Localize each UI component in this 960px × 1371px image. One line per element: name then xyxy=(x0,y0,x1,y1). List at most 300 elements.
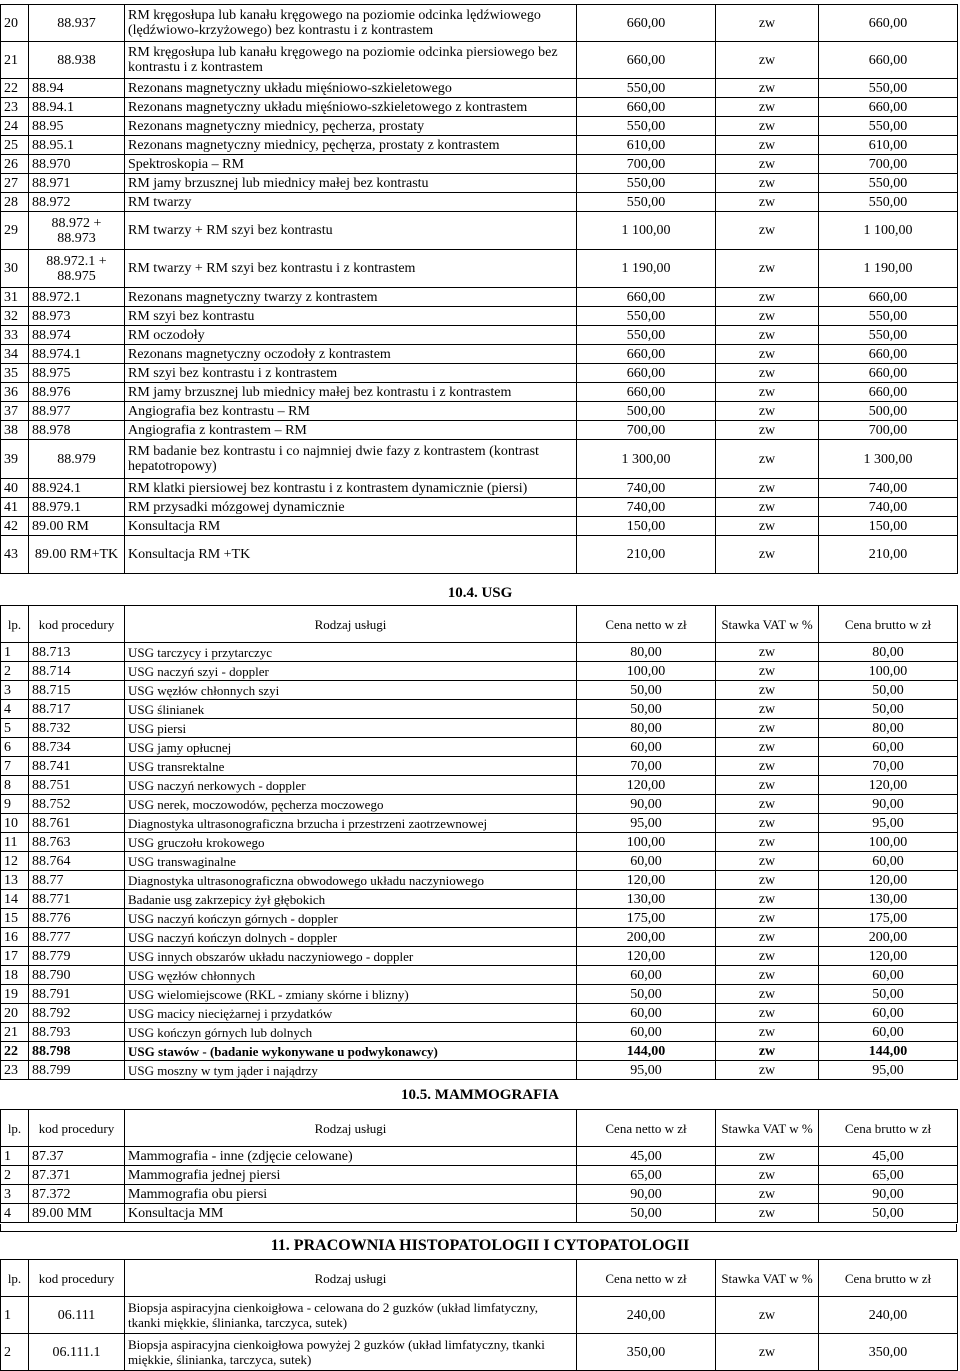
cell-kod: 88.764 xyxy=(29,852,125,871)
header-gross: Cena brutto w zł xyxy=(819,606,958,643)
cell-vat-rate: zw xyxy=(716,928,819,947)
cell-service-name: RM kręgosłupa lub kanału kręgowego na poziomie odcinka piersiowego bez kontrastu i z kontrastem xyxy=(125,42,577,79)
cell-net-price: 550,00 xyxy=(577,326,716,345)
cell-kod: 88.94 xyxy=(29,79,125,98)
table-row xyxy=(1,193,958,212)
table-row xyxy=(1,814,958,833)
cell-gross-price: 200,00 xyxy=(819,928,958,947)
cell-vat-rate: zw xyxy=(716,326,819,345)
table-header-row xyxy=(1,606,958,643)
cell-gross-price: 80,00 xyxy=(819,719,958,738)
cell-net-price: 130,00 xyxy=(577,890,716,909)
table-row xyxy=(1,1042,958,1061)
table-row xyxy=(1,440,958,479)
cell-kod: 88.972 xyxy=(29,193,125,212)
cell-net-price: 1 190,00 xyxy=(577,250,716,288)
cell-lp: 4 xyxy=(1,1204,29,1223)
cell-kod: 88.970 xyxy=(29,155,125,174)
cell-service-name: USG ślinianek xyxy=(125,700,577,719)
cell-service-name: RM przysadki mózgowej dynamicznie xyxy=(125,498,577,517)
cell-vat-rate: zw xyxy=(716,212,819,250)
cell-lp: 27 xyxy=(1,174,29,193)
table-row xyxy=(1,1166,958,1185)
cell-vat-rate: zw xyxy=(716,250,819,288)
cell-gross-price: 550,00 xyxy=(819,117,958,136)
cell-vat-rate: zw xyxy=(716,966,819,985)
table-row xyxy=(1,871,958,890)
cell-net-price: 100,00 xyxy=(577,833,716,852)
cell-vat-rate: zw xyxy=(716,890,819,909)
cell-service-name: RM twarzy + RM szyi bez kontrastu i z kontrastem xyxy=(125,250,577,288)
cell-lp: 2 xyxy=(1,1166,29,1185)
cell-service-name: Rezonans magnetyczny miednicy, pęchęrza, prostaty z kontrastem xyxy=(125,136,577,155)
cell-kod: 88.971 xyxy=(29,174,125,193)
cell-net-price: 50,00 xyxy=(577,681,716,700)
cell-service-name: Konsultacja RM +TK xyxy=(125,536,577,574)
cell-net-price: 150,00 xyxy=(577,517,716,536)
cell-kod: 88.777 xyxy=(29,928,125,947)
cell-service-name: Mammografia obu piersi xyxy=(125,1185,577,1204)
cell-net-price: 210,00 xyxy=(577,536,716,574)
cell-net-price: 144,00 xyxy=(577,1042,716,1061)
cell-lp: 18 xyxy=(1,966,29,985)
cell-kod: 89.00 MM xyxy=(29,1204,125,1223)
cell-gross-price: 120,00 xyxy=(819,871,958,890)
cell-net-price: 80,00 xyxy=(577,719,716,738)
cell-lp: 17 xyxy=(1,947,29,966)
header-net: Cena netto w zł xyxy=(577,606,716,643)
cell-service-name: Badanie usg zakrzepicy żył głębokich xyxy=(125,890,577,909)
table-row xyxy=(1,402,958,421)
table-row xyxy=(1,738,958,757)
cell-net-price: 350,00 xyxy=(577,1334,716,1371)
cell-vat-rate: zw xyxy=(716,833,819,852)
cell-vat-rate: zw xyxy=(716,662,819,681)
cell-kod: 88.717 xyxy=(29,700,125,719)
header-net: Cena netto w zł xyxy=(577,1260,716,1297)
cell-net-price: 50,00 xyxy=(577,985,716,1004)
cell-lp: 36 xyxy=(1,383,29,402)
cell-kod: 88.978 xyxy=(29,421,125,440)
cell-gross-price: 700,00 xyxy=(819,155,958,174)
table-row xyxy=(1,985,958,1004)
cell-gross-price: 175,00 xyxy=(819,909,958,928)
cell-lp: 28 xyxy=(1,193,29,212)
table-row xyxy=(1,345,958,364)
cell-service-name: Rezonans magnetyczny oczodoły z kontrastem xyxy=(125,345,577,364)
cell-kod: 88.924.1 xyxy=(29,479,125,498)
cell-gross-price: 210,00 xyxy=(819,536,958,574)
cell-vat-rate: zw xyxy=(716,155,819,174)
cell-service-name: USG naczyń nerkowych - doppler xyxy=(125,776,577,795)
cell-kod: 87.371 xyxy=(29,1166,125,1185)
cell-vat-rate: zw xyxy=(716,117,819,136)
cell-service-name: Angiografia z kontrastem – RM xyxy=(125,421,577,440)
cell-service-name: USG jamy opłucnej xyxy=(125,738,577,757)
table-row xyxy=(1,757,958,776)
cell-gross-price: 70,00 xyxy=(819,757,958,776)
cell-gross-price: 700,00 xyxy=(819,421,958,440)
table-row xyxy=(1,662,958,681)
table-row xyxy=(1,517,958,536)
table-row xyxy=(1,1334,958,1371)
cell-gross-price: 50,00 xyxy=(819,700,958,719)
cell-service-name: USG naczyń kończyn górnych - doppler xyxy=(125,909,577,928)
cell-gross-price: 660,00 xyxy=(819,345,958,364)
cell-gross-price: 120,00 xyxy=(819,947,958,966)
cell-net-price: 610,00 xyxy=(577,136,716,155)
cell-net-price: 550,00 xyxy=(577,193,716,212)
cell-lp: 24 xyxy=(1,117,29,136)
cell-gross-price: 130,00 xyxy=(819,890,958,909)
cell-vat-rate: zw xyxy=(716,985,819,1004)
cell-gross-price: 660,00 xyxy=(819,288,958,307)
cell-gross-price: 660,00 xyxy=(819,42,958,79)
cell-vat-rate: zw xyxy=(716,79,819,98)
mammo-table xyxy=(0,1109,958,1223)
cell-net-price: 660,00 xyxy=(577,345,716,364)
cell-kod: 88.938 xyxy=(29,42,125,79)
cell-service-name: USG gruczołu krokowego xyxy=(125,833,577,852)
cell-kod: 88.776 xyxy=(29,909,125,928)
cell-lp: 3 xyxy=(1,1185,29,1204)
usg-table-body xyxy=(1,606,958,1080)
cell-gross-price: 50,00 xyxy=(819,681,958,700)
cell-lp: 1 xyxy=(1,1147,29,1166)
cell-kod: 88.791 xyxy=(29,985,125,1004)
cell-net-price: 175,00 xyxy=(577,909,716,928)
cell-net-price: 740,00 xyxy=(577,498,716,517)
cell-service-name: RM twarzy + RM szyi bez kontrastu xyxy=(125,212,577,250)
rm-table-body xyxy=(1,5,958,574)
cell-lp: 3 xyxy=(1,681,29,700)
cell-lp: 15 xyxy=(1,909,29,928)
cell-lp: 29 xyxy=(1,212,29,250)
cell-vat-rate: zw xyxy=(716,871,819,890)
cell-gross-price: 144,00 xyxy=(819,1042,958,1061)
cell-lp: 25 xyxy=(1,136,29,155)
cell-gross-price: 740,00 xyxy=(819,479,958,498)
cell-service-name: RM szyi bez kontrastu i z kontrastem xyxy=(125,364,577,383)
cell-gross-price: 100,00 xyxy=(819,833,958,852)
cell-net-price: 120,00 xyxy=(577,776,716,795)
histo-table xyxy=(0,1259,958,1371)
header-name: Rodzaj usługi xyxy=(125,1260,577,1297)
cell-vat-rate: zw xyxy=(716,852,819,871)
table-row xyxy=(1,383,958,402)
table-row xyxy=(1,1061,958,1080)
cell-gross-price: 50,00 xyxy=(819,1204,958,1223)
cell-gross-price: 100,00 xyxy=(819,662,958,681)
cell-lp: 33 xyxy=(1,326,29,345)
header-kod: kod procedury xyxy=(29,1260,125,1297)
cell-service-name: Spektroskopia – RM xyxy=(125,155,577,174)
cell-service-name: USG piersi xyxy=(125,719,577,738)
table-row xyxy=(1,498,958,517)
cell-service-name: Biopsja aspiracyjna cienkoigłowa powyżej 2 guzków (układ limfatyczny, tkanki miękkie, ślinianka, tarczyca, sutek) xyxy=(125,1334,577,1371)
cell-kod: 88.95.1 xyxy=(29,136,125,155)
cell-gross-price: 550,00 xyxy=(819,79,958,98)
cell-service-name: USG moszny w tym jąder i najądrzy xyxy=(125,1061,577,1080)
table-row xyxy=(1,776,958,795)
cell-net-price: 550,00 xyxy=(577,174,716,193)
cell-net-price: 60,00 xyxy=(577,852,716,871)
cell-gross-price: 90,00 xyxy=(819,795,958,814)
cell-lp: 20 xyxy=(1,1004,29,1023)
cell-gross-price: 660,00 xyxy=(819,383,958,402)
cell-vat-rate: zw xyxy=(716,421,819,440)
cell-net-price: 700,00 xyxy=(577,421,716,440)
cell-gross-price: 350,00 xyxy=(819,1334,958,1371)
cell-net-price: 500,00 xyxy=(577,402,716,421)
cell-vat-rate: zw xyxy=(716,814,819,833)
cell-vat-rate: zw xyxy=(716,1166,819,1185)
cell-gross-price: 60,00 xyxy=(819,1004,958,1023)
cell-service-name: USG stawów - (badanie wykonywane u podwykonawcy) xyxy=(125,1042,577,1061)
cell-kod: 88.713 xyxy=(29,643,125,662)
cell-lp: 21 xyxy=(1,42,29,79)
cell-kod: 88.792 xyxy=(29,1004,125,1023)
cell-lp: 23 xyxy=(1,98,29,117)
cell-service-name: RM badanie bez kontrastu i co najmniej dwie fazy z kontrastem (kontrast hepatotropowy) xyxy=(125,440,577,479)
cell-lp: 32 xyxy=(1,307,29,326)
table-row xyxy=(1,117,958,136)
cell-lp: 2 xyxy=(1,1334,29,1371)
table-row xyxy=(1,364,958,383)
cell-net-price: 1 300,00 xyxy=(577,440,716,479)
cell-vat-rate: zw xyxy=(716,498,819,517)
header-lp: lp. xyxy=(1,606,29,643)
cell-kod: 88.763 xyxy=(29,833,125,852)
cell-net-price: 550,00 xyxy=(577,117,716,136)
table-row xyxy=(1,795,958,814)
cell-lp: 19 xyxy=(1,985,29,1004)
table-row xyxy=(1,909,958,928)
table-header-row xyxy=(1,1260,958,1297)
cell-kod: 88.798 xyxy=(29,1042,125,1061)
cell-lp: 14 xyxy=(1,890,29,909)
table-row xyxy=(1,947,958,966)
header-gross: Cena brutto w zł xyxy=(819,1260,958,1297)
cell-net-price: 200,00 xyxy=(577,928,716,947)
cell-vat-rate: zw xyxy=(716,719,819,738)
cell-kod: 88.751 xyxy=(29,776,125,795)
cell-gross-price: 90,00 xyxy=(819,1185,958,1204)
cell-gross-price: 660,00 xyxy=(819,364,958,383)
header-net: Cena netto w zł xyxy=(577,1110,716,1147)
cell-service-name: RM oczodoły xyxy=(125,326,577,345)
cell-net-price: 80,00 xyxy=(577,643,716,662)
cell-service-name: USG kończyn górnych lub dolnych xyxy=(125,1023,577,1042)
cell-service-name: USG macicy nieciężarnej i przydatków xyxy=(125,1004,577,1023)
cell-lp: 9 xyxy=(1,795,29,814)
cell-vat-rate: zw xyxy=(716,536,819,574)
cell-net-price: 60,00 xyxy=(577,1023,716,1042)
header-vat: Stawka VAT w % xyxy=(716,1110,819,1147)
cell-kod: 88.976 xyxy=(29,383,125,402)
cell-lp: 31 xyxy=(1,288,29,307)
cell-service-name: Konsultacja RM xyxy=(125,517,577,536)
header-vat: Stawka VAT w % xyxy=(716,606,819,643)
cell-kod: 88.975 xyxy=(29,364,125,383)
table-row xyxy=(1,1023,958,1042)
cell-vat-rate: zw xyxy=(716,1334,819,1371)
cell-lp: 12 xyxy=(1,852,29,871)
cell-lp: 39 xyxy=(1,440,29,479)
cell-kod: 88.761 xyxy=(29,814,125,833)
cell-net-price: 50,00 xyxy=(577,700,716,719)
cell-kod: 88.77 xyxy=(29,871,125,890)
cell-lp: 7 xyxy=(1,757,29,776)
cell-service-name: RM kręgosłupa lub kanału kręgowego na poziomie odcinka lędźwiowego (lędźwiowo-krzyżowego) bez kontrastu i z kontrastem xyxy=(125,5,577,42)
usg-table xyxy=(0,605,958,1080)
cell-lp: 4 xyxy=(1,700,29,719)
table-row xyxy=(1,136,958,155)
cell-net-price: 240,00 xyxy=(577,1297,716,1334)
table-row xyxy=(1,174,958,193)
cell-kod: 87.37 xyxy=(29,1147,125,1166)
cell-vat-rate: zw xyxy=(716,700,819,719)
cell-kod: 89.00 RM+TK xyxy=(29,536,125,574)
table-row xyxy=(1,890,958,909)
table-row xyxy=(1,307,958,326)
cell-service-name: USG naczyń szyi - doppler xyxy=(125,662,577,681)
cell-service-name: Biopsja aspiracyjna cienkoigłowa - celowana do 2 guzków (układ limfatyczny, tkanki miękkie, ślinianka, tarczyca, sutek) xyxy=(125,1297,577,1334)
cell-kod: 88.734 xyxy=(29,738,125,757)
table-row xyxy=(1,536,958,574)
cell-service-name: Mammografia - inne (zdjęcie celowane) xyxy=(125,1147,577,1166)
cell-lp: 37 xyxy=(1,402,29,421)
cell-lp: 41 xyxy=(1,498,29,517)
cell-net-price: 120,00 xyxy=(577,871,716,890)
cell-vat-rate: zw xyxy=(716,364,819,383)
cell-lp: 38 xyxy=(1,421,29,440)
cell-service-name: Diagnostyka ultrasonograficzna brzucha i przestrzeni zaotrzewnowej xyxy=(125,814,577,833)
cell-net-price: 660,00 xyxy=(577,98,716,117)
table-row xyxy=(1,966,958,985)
cell-vat-rate: zw xyxy=(716,98,819,117)
table-row xyxy=(1,643,958,662)
table-row xyxy=(1,852,958,871)
cell-kod: 88.972 + 88.973 xyxy=(29,212,125,250)
cell-net-price: 740,00 xyxy=(577,479,716,498)
cell-kod: 89.00 RM xyxy=(29,517,125,536)
mammo-table-body xyxy=(1,1110,958,1223)
cell-lp: 8 xyxy=(1,776,29,795)
cell-vat-rate: zw xyxy=(716,776,819,795)
cell-service-name: USG węzłów chłonnych xyxy=(125,966,577,985)
cell-vat-rate: zw xyxy=(716,738,819,757)
cell-vat-rate: zw xyxy=(716,193,819,212)
cell-vat-rate: zw xyxy=(716,402,819,421)
cell-kod: 88.793 xyxy=(29,1023,125,1042)
cell-gross-price: 60,00 xyxy=(819,966,958,985)
cell-kod: 06.111 xyxy=(29,1297,125,1334)
cell-gross-price: 95,00 xyxy=(819,1061,958,1080)
cell-gross-price: 740,00 xyxy=(819,498,958,517)
cell-lp: 22 xyxy=(1,79,29,98)
cell-net-price: 90,00 xyxy=(577,795,716,814)
cell-lp: 1 xyxy=(1,643,29,662)
cell-gross-price: 660,00 xyxy=(819,5,958,42)
cell-kod: 88.790 xyxy=(29,966,125,985)
cell-service-name: RM jamy brzusznej lub miednicy małej bez kontrastu i z kontrastem xyxy=(125,383,577,402)
cell-gross-price: 45,00 xyxy=(819,1147,958,1166)
table-row xyxy=(1,1004,958,1023)
cell-vat-rate: zw xyxy=(716,174,819,193)
cell-net-price: 120,00 xyxy=(577,947,716,966)
cell-kod: 88.732 xyxy=(29,719,125,738)
cell-gross-price: 1 300,00 xyxy=(819,440,958,479)
cell-lp: 26 xyxy=(1,155,29,174)
cell-service-name: USG tarczycy i przytarczyc xyxy=(125,643,577,662)
table-row xyxy=(1,681,958,700)
cell-gross-price: 80,00 xyxy=(819,643,958,662)
cell-net-price: 95,00 xyxy=(577,1061,716,1080)
cell-service-name: USG nerek, moczowodów, pęcherza moczowego xyxy=(125,795,577,814)
table-row xyxy=(1,5,958,42)
cell-vat-rate: zw xyxy=(716,5,819,42)
cell-vat-rate: zw xyxy=(716,1297,819,1334)
header-gross: Cena brutto w zł xyxy=(819,1110,958,1147)
cell-vat-rate: zw xyxy=(716,1061,819,1080)
cell-gross-price: 60,00 xyxy=(819,1023,958,1042)
table-row xyxy=(1,250,958,288)
cell-kod: 88.752 xyxy=(29,795,125,814)
cell-vat-rate: zw xyxy=(716,681,819,700)
cell-vat-rate: zw xyxy=(716,947,819,966)
cell-kod: 88.973 xyxy=(29,307,125,326)
cell-net-price: 45,00 xyxy=(577,1147,716,1166)
cell-kod: 88.972.1 + 88.975 xyxy=(29,250,125,288)
cell-net-price: 60,00 xyxy=(577,738,716,757)
cell-net-price: 95,00 xyxy=(577,814,716,833)
cell-lp: 2 xyxy=(1,662,29,681)
cell-gross-price: 1 190,00 xyxy=(819,250,958,288)
cell-net-price: 660,00 xyxy=(577,364,716,383)
cell-gross-price: 150,00 xyxy=(819,517,958,536)
cell-service-name: Rezonans magnetyczny twarzy z kontrastem xyxy=(125,288,577,307)
cell-vat-rate: zw xyxy=(716,1204,819,1223)
cell-lp: 10 xyxy=(1,814,29,833)
cell-vat-rate: zw xyxy=(716,479,819,498)
cell-kod: 88.799 xyxy=(29,1061,125,1080)
cell-vat-rate: zw xyxy=(716,1147,819,1166)
cell-kod: 88.714 xyxy=(29,662,125,681)
cell-vat-rate: zw xyxy=(716,517,819,536)
cell-service-name: USG innych obszarów układu naczyniowego - doppler xyxy=(125,947,577,966)
cell-vat-rate: zw xyxy=(716,757,819,776)
cell-gross-price: 550,00 xyxy=(819,307,958,326)
histo-table-body xyxy=(1,1260,958,1371)
cell-service-name: Diagnostyka ultrasonograficzna obwodowego układu naczyniowego xyxy=(125,871,577,890)
cell-vat-rate: zw xyxy=(716,1042,819,1061)
header-lp: lp. xyxy=(1,1260,29,1297)
cell-vat-rate: zw xyxy=(716,1004,819,1023)
cell-net-price: 60,00 xyxy=(577,1004,716,1023)
cell-lp: 13 xyxy=(1,871,29,890)
cell-kod: 06.111.1 xyxy=(29,1334,125,1371)
cell-service-name: RM klatki piersiowej bez kontrastu i z kontrastem dynamicznie (piersi) xyxy=(125,479,577,498)
header-name: Rodzaj usługi xyxy=(125,606,577,643)
cell-gross-price: 500,00 xyxy=(819,402,958,421)
cell-kod: 88.95 xyxy=(29,117,125,136)
header-kod: kod procedury xyxy=(29,606,125,643)
cell-net-price: 550,00 xyxy=(577,79,716,98)
table-row xyxy=(1,833,958,852)
cell-gross-price: 660,00 xyxy=(819,98,958,117)
cell-net-price: 65,00 xyxy=(577,1166,716,1185)
